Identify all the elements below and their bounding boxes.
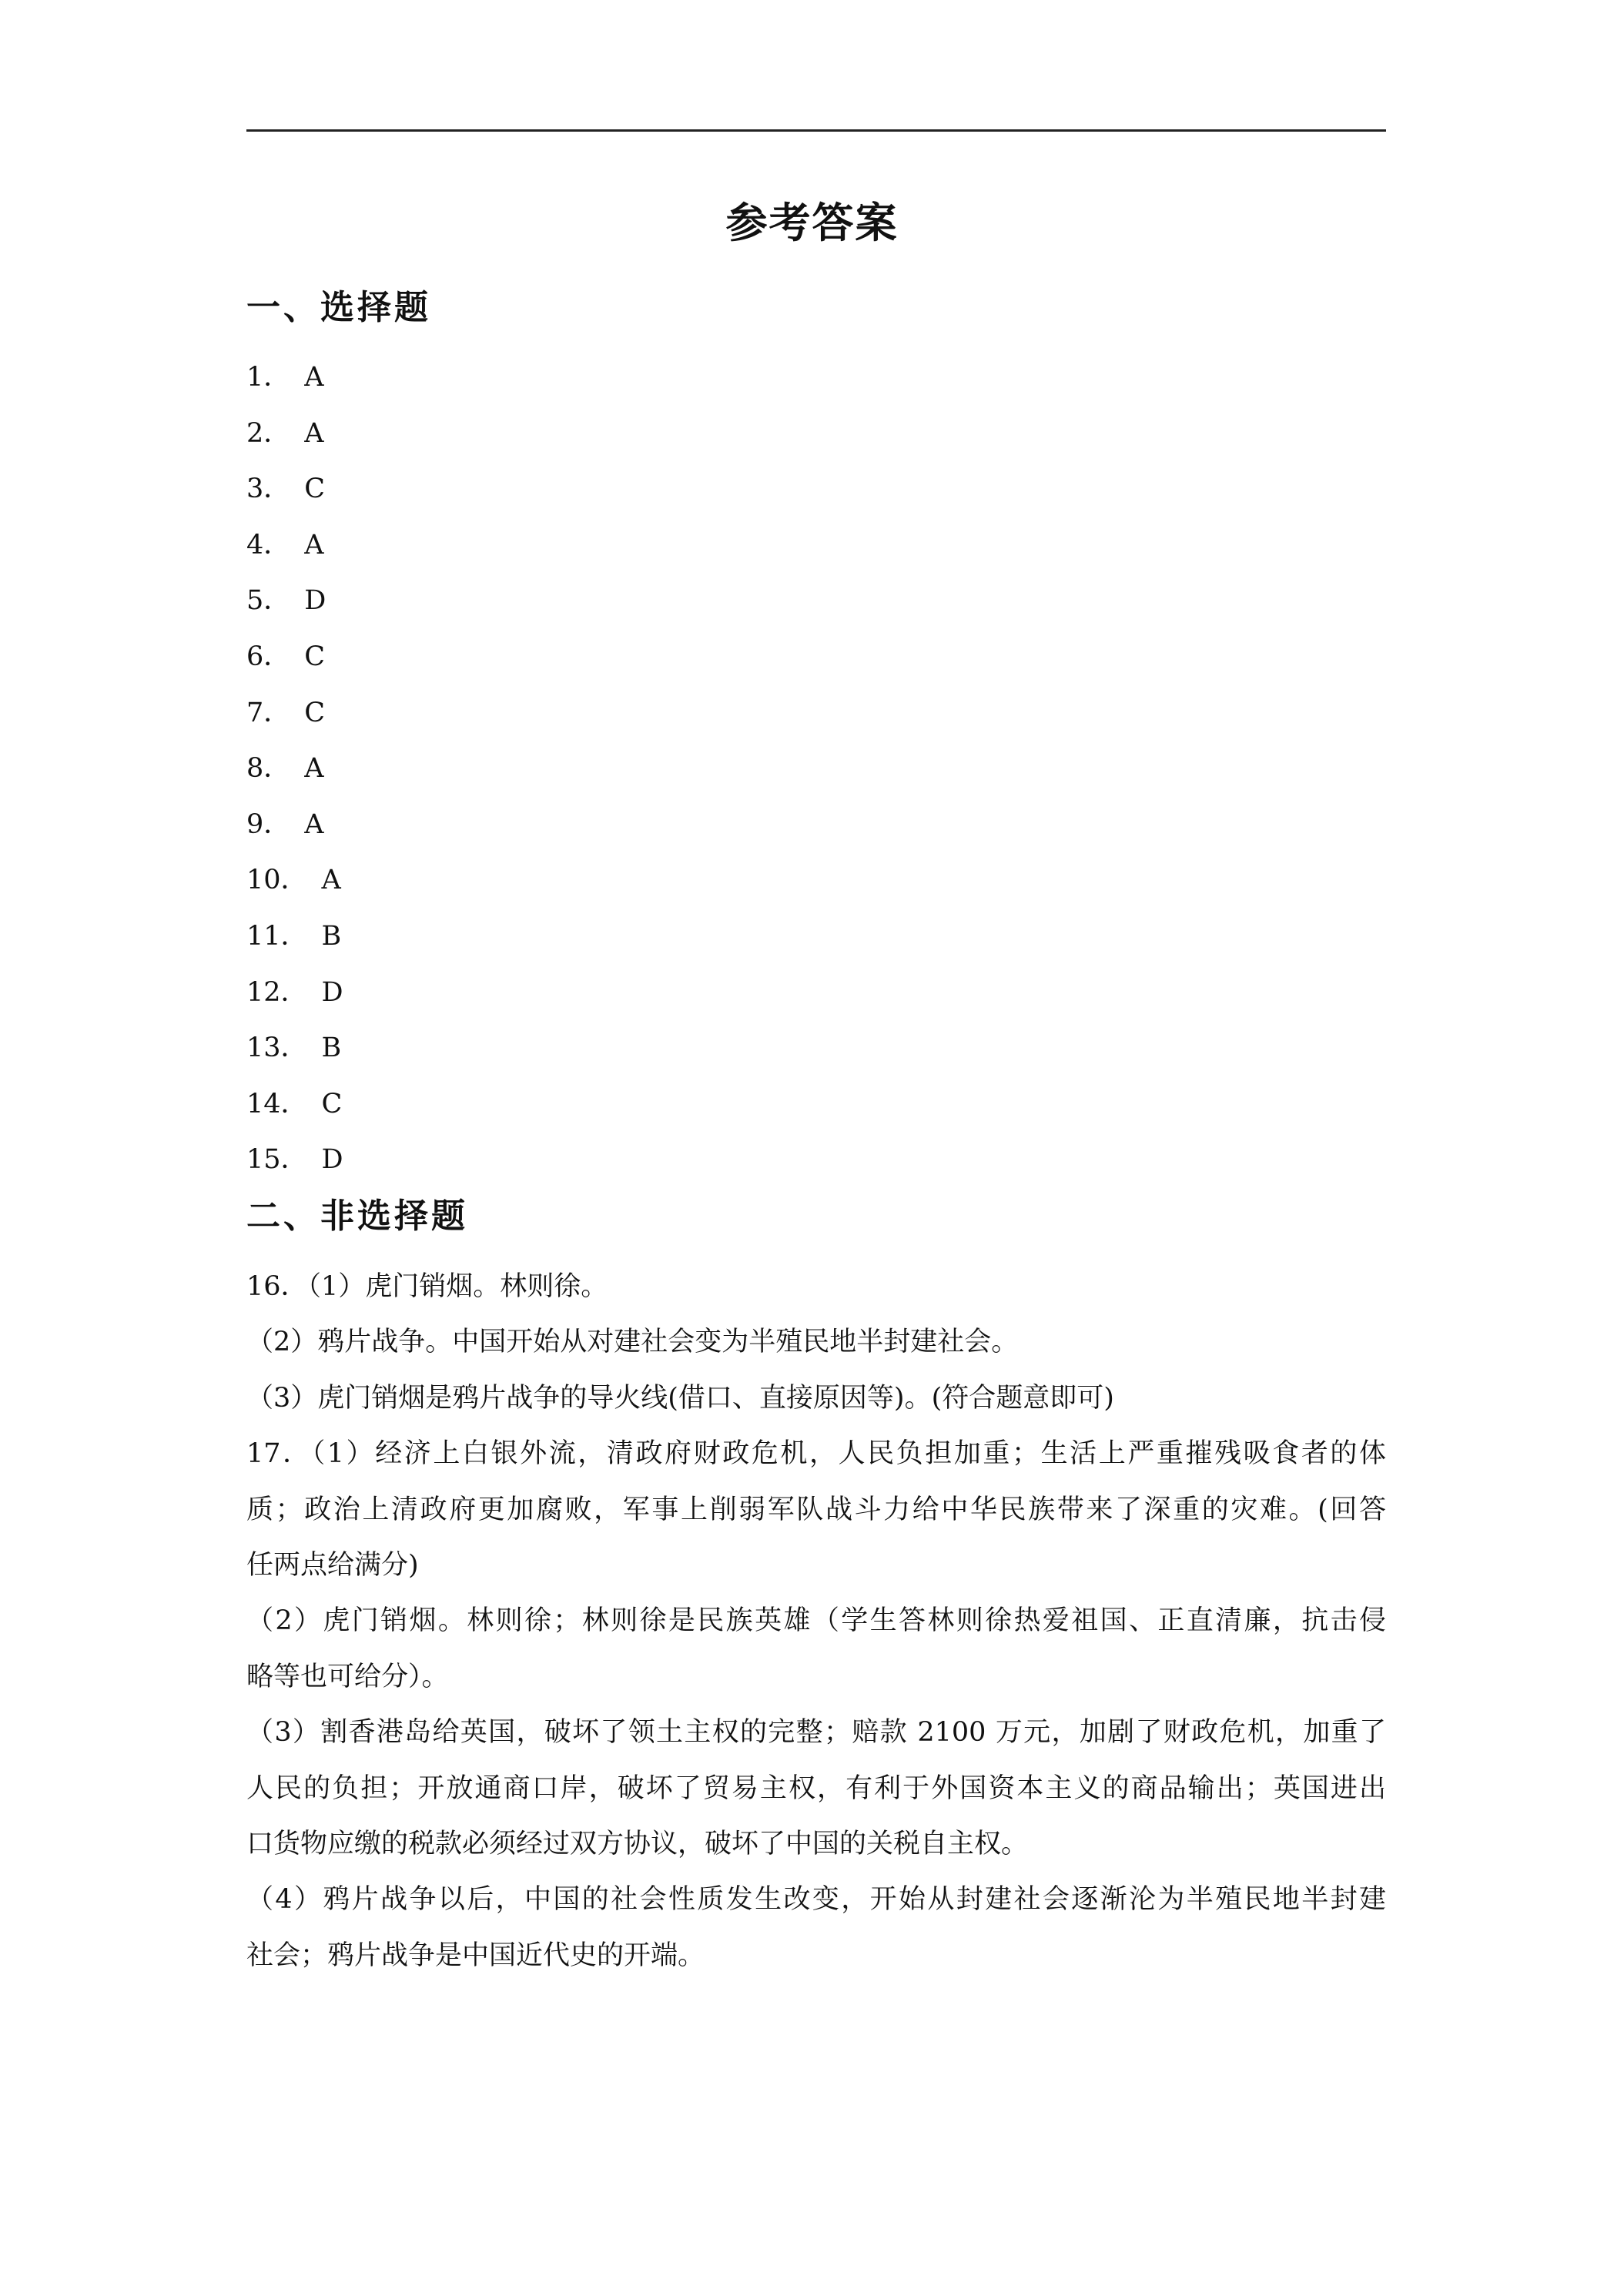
question-number: 3．	[246, 474, 291, 505]
answer-17-part-4-line-2: 社会；鸦片战争是中国近代史的开端。	[246, 1940, 705, 1971]
answer-letter: B	[321, 920, 342, 952]
answer-16-part-3: （3）虎门销烟是鸦片战争的导火线(借口、直接原因等)。(符合题意即可)	[246, 1382, 1114, 1414]
question-number: 8．	[246, 753, 291, 785]
answer-letter: A	[304, 808, 324, 840]
question-number: 7．	[246, 697, 291, 728]
question-number: 6．	[246, 641, 291, 672]
page-title: 参考答案	[725, 198, 899, 247]
header-rule	[246, 129, 1386, 132]
answer-letter: C	[321, 1088, 343, 1120]
answer-letter: D	[321, 1144, 343, 1176]
answer-letter: C	[304, 474, 326, 505]
choice-answer-7	[246, 694, 343, 750]
question-number: 5．	[246, 585, 291, 617]
choice-answer-9	[246, 805, 343, 862]
choice-answer-14	[246, 1085, 343, 1141]
answer-17-part-1-line-1: 17．（1）经济上白银外流，清政府财政危机，人民负担加重；生活上严重摧残吸食者的体	[246, 1438, 1386, 1470]
answer-17-part-3-line-3: 口货物应缴的税款必须经过双方协议，破坏了中国的关税自主权。	[246, 1829, 1029, 1860]
answer-letter: C	[304, 641, 326, 672]
choice-answer-13	[246, 1029, 343, 1085]
choice-answer-2	[246, 414, 343, 470]
answer-17-part-3-line-2: 人民的负担；开放通商口岸，破坏了贸易主权，有利于外国资本主义的商品输出；英国进出	[246, 1772, 1386, 1804]
answer-letter: C	[304, 697, 326, 728]
choice-answer-10	[246, 861, 343, 917]
answer-letter: A	[304, 362, 324, 393]
answer-17-part-3-line-1: （3）割香港岛给英国，破坏了领土主权的完整；赔款 2100 万元，加剧了财政危机，加重了	[246, 1717, 1386, 1749]
section-heading-nonchoice: 二、非选择题	[246, 1197, 468, 1236]
choice-answer-11	[246, 917, 343, 973]
answer-16-part-2: （2）鸦片战争。中国开始从对建社会变为半殖民地半封建社会。	[246, 1327, 1019, 1358]
question-number: 11．	[246, 920, 308, 952]
choice-answer-4	[246, 526, 343, 582]
question-number: 15．	[246, 1144, 308, 1176]
answer-17-part-2-line-2: 略等也可给分）。	[246, 1661, 449, 1692]
answer-letter: A	[304, 753, 324, 785]
answer-letter: A	[304, 417, 324, 449]
question-number: 2．	[246, 417, 291, 449]
answer-letter: A	[321, 865, 341, 896]
question-number: 12．	[246, 976, 308, 1008]
question-number: 9．	[246, 808, 291, 840]
choice-answer-6	[246, 638, 343, 694]
answer-16-part-1: 16．（1）虎门销烟。林则徐。	[246, 1271, 608, 1302]
choice-answer-list	[246, 358, 343, 1197]
question-number: 4．	[246, 529, 291, 561]
nonchoice-answers	[246, 1259, 1386, 1983]
answer-letter: B	[321, 1033, 342, 1064]
choice-answer-5	[246, 581, 343, 638]
answer-17-part-1-line-2: 质；政治上清政府更加腐败，军事上削弱军队战斗力给中华民族带来了深重的灾难。(回答	[246, 1494, 1386, 1525]
answer-letter: A	[304, 529, 324, 561]
choice-answer-12	[246, 973, 343, 1029]
question-number: 13．	[246, 1033, 308, 1064]
answer-17-part-2-line-1: （2）虎门销烟。林则徐；林则徐是民族英雄（学生答林则徐热爱祖国、正直清廉，抗击侵	[246, 1605, 1386, 1637]
answer-17-part-1-line-3: 任两点给满分)	[246, 1550, 419, 1581]
choice-answer-8	[246, 749, 343, 805]
choice-answer-1	[246, 358, 343, 414]
section-heading-choice: 一、选择题	[246, 288, 431, 327]
answer-letter: D	[304, 585, 326, 617]
choice-answer-3	[246, 470, 343, 526]
choice-answer-15	[246, 1140, 343, 1197]
question-number: 14．	[246, 1088, 308, 1120]
answer-17-part-4-line-1: （4）鸦片战争以后，中国的社会性质发生改变，开始从封建社会逐渐沦为半殖民地半封建	[246, 1884, 1386, 1916]
answer-letter: D	[321, 976, 343, 1008]
question-number: 10．	[246, 865, 308, 896]
question-number: 1．	[246, 362, 291, 393]
